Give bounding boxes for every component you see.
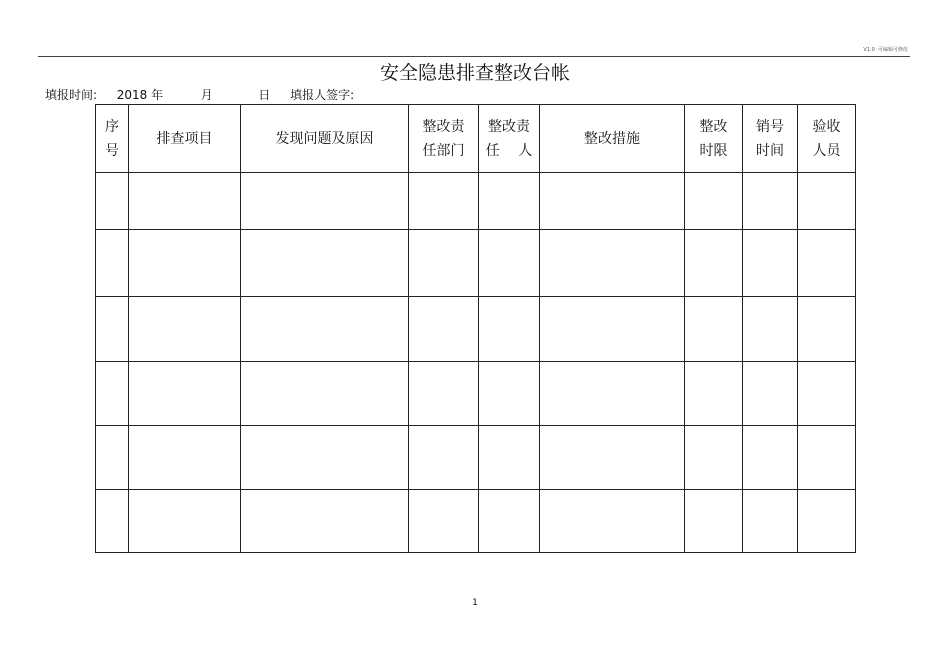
table-cell [241,362,409,426]
table-cell [685,490,743,553]
table-cell [129,297,241,362]
table-cell [685,426,743,490]
fill-day-unit: 日 [258,88,271,102]
header-label: 任 人 [485,142,533,159]
table-cell [241,490,409,553]
header-label: 整改 [699,118,728,135]
table-cell [129,490,241,553]
table-cell [798,362,856,426]
table-row [96,426,856,490]
col-problem-cause [241,105,409,173]
table-cell [96,173,129,230]
table-cell [540,362,685,426]
fill-year: 2018 [116,88,148,102]
table-cell [743,426,798,490]
version-label [863,46,908,53]
table-cell [540,173,685,230]
table-cell [409,173,479,230]
table-cell [798,297,856,362]
table-header-row [96,105,856,173]
table-cell [96,362,129,426]
table-row [96,230,856,297]
table-cell [409,362,479,426]
table-cell [129,426,241,490]
table-cell [241,173,409,230]
header-label: 发现问题及原因 [275,130,374,147]
col-acceptance-staff [798,105,856,173]
col-deadline [685,105,743,173]
col-closure-time [743,105,798,173]
table-row [96,490,856,553]
header-label: 验收 [812,118,841,135]
header-label: 整改责 [487,118,530,135]
col-serial-number [96,105,129,173]
header-label: 时间 [756,142,784,159]
version-number: V1.0 [863,47,875,53]
table-cell [479,297,540,362]
col-responsible-dept [409,105,479,173]
table-cell [540,230,685,297]
header-label: 时限 [699,142,728,159]
table-cell [409,230,479,297]
table-cell [743,490,798,553]
col-rectification-measures [540,105,685,173]
table-cell [96,297,129,362]
table-cell [798,173,856,230]
table-cell [798,490,856,553]
table-cell [241,426,409,490]
col-responsible-person [479,105,540,173]
table-cell [685,173,743,230]
page-number: 1 [472,598,478,608]
fill-time-label: 填报时间: [45,88,98,102]
table-cell [540,426,685,490]
header-divider [38,56,910,57]
table-cell [129,230,241,297]
table-cell [540,490,685,553]
header-label: 排查项目 [156,130,213,147]
table-cell [479,173,540,230]
table-row [96,173,856,230]
table-cell [409,490,479,553]
table-cell [743,362,798,426]
version-note: 可编辑可修改 [877,47,908,53]
table-cell [743,230,798,297]
fill-month-unit: 月 [200,88,213,102]
table-cell [798,230,856,297]
table-cell [409,426,479,490]
table-cell [241,230,409,297]
document-title: 安全隐患排查整改台帐 [379,62,570,84]
fill-year-unit: 年 [151,88,164,102]
header-label: 整改措施 [584,130,640,147]
table-cell [685,297,743,362]
table-cell [409,297,479,362]
table-body [96,173,856,553]
table-cell [129,362,241,426]
table-cell [743,297,798,362]
fill-signer-label: 填报人签字: [290,88,355,102]
header-label: 销号 [756,118,784,135]
header-label: 号 [105,142,119,159]
table-cell [743,173,798,230]
table-cell [241,297,409,362]
table-cell [129,173,241,230]
table-cell [685,230,743,297]
table-cell [479,362,540,426]
col-inspection-item [129,105,241,173]
table-cell [479,490,540,553]
table-cell [96,230,129,297]
header-label: 整改责 [422,118,465,135]
table-cell [540,297,685,362]
hazard-ledger-table [95,104,856,553]
table-cell [685,362,743,426]
table-cell [479,230,540,297]
table-cell [96,490,129,553]
table-row [96,362,856,426]
fill-info-line [45,86,354,103]
table-cell [479,426,540,490]
header-label: 序 [105,118,119,135]
table-row [96,297,856,362]
header-label: 人员 [812,142,841,159]
table-cell [96,426,129,490]
header-label: 任部门 [422,142,465,159]
table-cell [798,426,856,490]
